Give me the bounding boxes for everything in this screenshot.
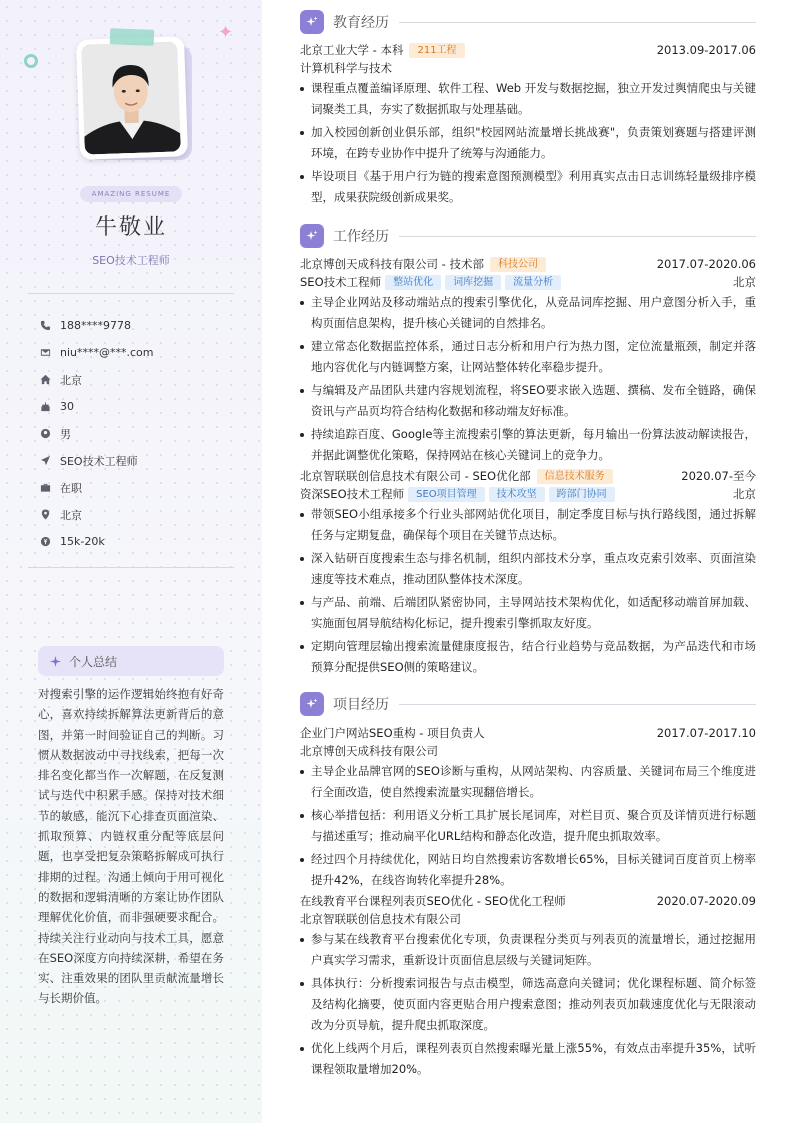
candidate-title: SEO技术工程师 xyxy=(92,254,170,267)
section-icon xyxy=(300,224,324,248)
info-home xyxy=(40,366,240,393)
bullet-item: 建立常态化数据监控体系，通过日志分析和用户行为热力图，定位流量瓶颈，制定并落地内容优化与内链调整方案，让网站整体转化率稳步提升。 xyxy=(300,336,756,378)
tape-decoration xyxy=(110,28,155,46)
home-icon xyxy=(40,374,51,385)
info-text: 北京 xyxy=(60,373,82,387)
info-text: 男 xyxy=(60,427,71,441)
circle-decoration xyxy=(24,54,38,68)
project-company: 北京智联联创信息技术有限公司 xyxy=(300,912,461,926)
entry-header xyxy=(300,724,756,742)
bullet-item: 参与某在线教育平台搜索优化专项，负责课程分类页与列表页的流量增长，通过挖掘用户真实学习需求，重新设计页面信息层级与关键词矩阵。 xyxy=(300,929,756,971)
sidebar xyxy=(0,0,262,1123)
bullet-item: 与产品、前端、后端团队紧密协同，主导网站技术架构优化，如适配移动端首屏加载、实施面包屑导航结构化标记，提升搜索引擎抓取友好度。 xyxy=(300,592,756,634)
role: 资深SEO技术工程师 xyxy=(300,487,405,501)
education-section-header xyxy=(300,10,756,34)
bullet-item: 课程重点覆盖编译原理、软件工程、Web 开发与数据挖掘，独立开发过舆情爬虫与关键词聚类工具，夯实了数据抓取与处理基础。 xyxy=(300,78,756,120)
skill-tag: 词库挖掘 xyxy=(445,275,501,290)
send-icon xyxy=(40,455,51,466)
info-text: 北京 xyxy=(60,508,82,522)
section-title: 教育经历 xyxy=(333,15,389,31)
entry-date: 2020.07-至今 xyxy=(681,469,756,483)
entry-city: 北京 xyxy=(733,487,756,501)
bullet-item: 优化上线两个月后，课程列表页自然搜索曝光量上涨55%，有效点击率提升35%，试听课程领取量增加20%。 xyxy=(300,1038,756,1080)
section-icon xyxy=(300,10,324,34)
entry-header xyxy=(300,41,756,59)
summary-heading-label: 个人总结 xyxy=(69,654,118,669)
bullet-item: 经过四个月持续优化，网站日均自然搜索访客数增长65%，目标关键词百度首页上榜率提升42%，在线咨询转化率提升28%。 xyxy=(300,849,756,891)
work-section-header xyxy=(300,224,756,248)
entry-header xyxy=(300,892,756,910)
avatar-photo xyxy=(81,41,181,154)
info-text: 30 xyxy=(60,400,74,413)
candidate-name: 牛敬业 xyxy=(94,215,167,240)
skill-tag: 跨部门协同 xyxy=(549,487,615,502)
section-divider xyxy=(399,22,756,23)
info-location xyxy=(40,501,240,528)
person-photo-icon xyxy=(81,41,181,154)
entry-subheader xyxy=(300,485,756,503)
section-title: 项目经历 xyxy=(333,697,389,713)
section-icon xyxy=(300,692,324,716)
entry-date: 2017.07-2017.10 xyxy=(656,726,756,740)
education-entry xyxy=(300,41,756,208)
school-name: 北京工业大学 - 本科 xyxy=(300,43,404,57)
bullet-item: 与编辑及产品团队共建内容规划流程，将SEO要求嵌入选题、撰稿、发布全链路，确保资讯与产品页均符合结构化数据和移动端友好标准。 xyxy=(300,380,756,422)
entry-header xyxy=(300,255,756,273)
entry-date: 2017.07-2020.06 xyxy=(656,257,756,271)
bullet-item: 定期向管理层输出搜索流量健康度报告，结合行业趋势与竞品数据，为产品迭代和市场预算分配提供SEO侧的策略建议。 xyxy=(300,636,756,678)
info-text: 15k-20k xyxy=(60,535,105,548)
company-tag: 科技公司 xyxy=(490,257,546,272)
contact-info-list xyxy=(40,312,240,555)
skill-tag: 整站优化 xyxy=(385,275,441,290)
project-name: 在线教育平台课程列表页SEO优化 - SEO优化工程师 xyxy=(300,894,566,908)
phone-icon xyxy=(40,320,51,331)
bullet-item: 带领SEO小组承接多个行业头部网站优化项目，制定季度目标与执行路线图，通过拆解任务与定期复盘，确保每个项目在关键节点达标。 xyxy=(300,504,756,546)
mail-icon xyxy=(40,347,51,358)
sparkle-icon xyxy=(306,230,318,242)
info-position xyxy=(40,447,240,474)
info-gender xyxy=(40,420,240,447)
summary-text: 对搜索引擎的运作逻辑始终抱有好奇心，喜欢持续拆解算法更新背后的意图，并第一时间验证自己的判断。习惯从数据波动中寻找线索，把每一次排名变化都当作一次解题，在反复测试与迭代中积累手感。保持对技术细节的敏感，能沉下心排查页面渲染、抓取预算、内链权重分配等底层问题，也享受把复杂策略拆解成可执行排期的过程。沟通上倾向于用可视化的数据和逻辑清晰的方案让协作团队理解优化价值，而非强硬要求配合。持续关注行业动向与技术工具，愿意在SEO深度方向持续深耕，希望在务实、注重效果的团队里贡献流量增长与长期价值。 xyxy=(38,687,224,1006)
info-text: niu****@***.com xyxy=(60,346,154,359)
project-company: 北京博创天成科技有限公司 xyxy=(300,744,438,758)
info-status xyxy=(40,474,240,501)
info-text: SEO技术工程师 xyxy=(60,454,138,468)
summary-heading xyxy=(38,646,224,676)
skill-tag: 技术攻坚 xyxy=(489,487,545,502)
work-entry xyxy=(300,255,756,466)
info-email xyxy=(40,339,240,366)
bullet-item: 具体执行：分析搜索词报告与点击模型，筛选高意向关键词；优化课程标题、简介标签及结构化摘要，使页面内容更贴合用户搜索意图；推动列表页加载速度优化与无限滚动改为分页导航，提升爬虫抓取深度。 xyxy=(300,973,756,1036)
entry-subheader xyxy=(300,910,756,928)
bullet-item: 深入钻研百度搜索生态与排名机制，组织内部技术分享，重点攻克索引效率、页面渲染速度等技术难点，推动团队整体技术深度。 xyxy=(300,548,756,590)
info-salary xyxy=(40,528,240,555)
divider xyxy=(28,567,234,568)
gender-icon xyxy=(40,428,51,439)
entry-date: 2013.09-2017.06 xyxy=(656,43,756,57)
work-entry xyxy=(300,467,756,678)
section-title: 工作经历 xyxy=(333,229,389,245)
skill-tag: SEO项目管理 xyxy=(408,487,485,502)
info-text: 在职 xyxy=(60,481,82,495)
bullet-item: 毕设项目《基于用户行为链的搜索意图预测模型》利用真实点击日志训练轻量级排序模型，成果获院级创新成果奖。 xyxy=(300,166,756,208)
projects-section-header xyxy=(300,692,756,716)
sparkle-icon xyxy=(306,698,318,710)
info-age xyxy=(40,393,240,420)
bullet-item: 核心举措包括：利用语义分析工具扩展长尾词库，对栏目页、聚合页及详情页进行标题与描述重写；推动扁平化URL结构和静态化改造，提升爬虫抓取效率。 xyxy=(300,805,756,847)
cake-icon xyxy=(40,401,51,412)
company-tag: 信息技术服务 xyxy=(537,469,613,484)
info-text: 188****9778 xyxy=(60,319,131,332)
entry-city: 北京 xyxy=(733,275,756,289)
avatar xyxy=(78,38,186,158)
project-name: 企业门户网站SEO重构 - 项目负责人 xyxy=(300,726,485,740)
entry-subheader xyxy=(300,273,756,291)
sparkle-icon xyxy=(50,656,61,667)
info-phone xyxy=(40,312,240,339)
skill-tag: 流量分析 xyxy=(505,275,561,290)
bullet-item: 加入校园创新创业俱乐部，组织"校园网站流量增长挑战赛"，负责策划赛题与搭建评测环境，在跨专业协作中提升了统筹与沟通能力。 xyxy=(300,122,756,164)
divider xyxy=(28,293,234,294)
location-icon xyxy=(40,509,51,520)
entry-subheader xyxy=(300,59,756,77)
project-entry xyxy=(300,724,756,891)
entry-subheader xyxy=(300,742,756,760)
bullet-item: 主导企业品牌官网的SEO诊断与重构，从网站架构、内容质量、关键词布局三个维度进行全面改造，使自然搜索流量实现翻倍增长。 xyxy=(300,761,756,803)
entry-header xyxy=(300,467,756,485)
entry-date: 2020.07-2020.09 xyxy=(656,894,756,908)
company-name: 北京博创天成科技有限公司 - 技术部 xyxy=(300,257,484,271)
sparkle-icon xyxy=(306,16,318,28)
school-tag: 211工程 xyxy=(409,43,464,58)
company-name: 北京智联联创信息技术有限公司 - SEO优化部 xyxy=(300,469,531,483)
section-divider xyxy=(399,704,756,705)
resume-badge: AMAZING RESUME xyxy=(80,186,182,202)
project-entry xyxy=(300,892,756,1080)
sparkle-icon: ✦ xyxy=(218,22,234,43)
role: SEO技术工程师 xyxy=(300,275,382,289)
section-divider xyxy=(399,236,756,237)
major: 计算机科学与技术 xyxy=(300,61,392,75)
bullet-item: 持续追踪百度、Google等主流搜索引擎的算法更新，每月输出一份算法波动解读报告，并据此调整优化策略，保持网站在核心关键词上的竞争力。 xyxy=(300,424,756,466)
salary-icon xyxy=(40,536,51,547)
avatar-frame xyxy=(76,36,188,160)
bullet-item: 主导企业网站及移动端站点的搜索引擎优化，从竞品词库挖掘、用户意图分析入手，重构页面信息架构，提升核心关键词的自然排名。 xyxy=(300,292,756,334)
briefcase-icon xyxy=(40,482,51,493)
